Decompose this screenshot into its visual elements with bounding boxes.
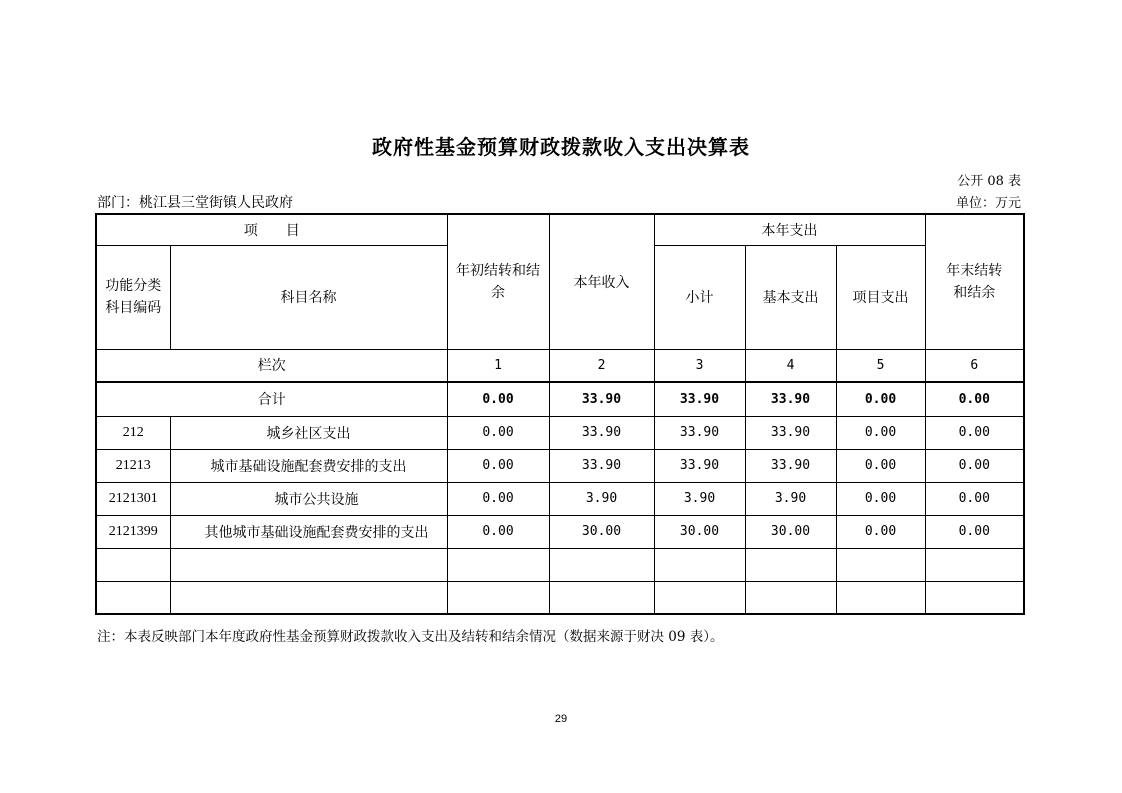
total-value: 0.00 — [447, 382, 549, 416]
row-value: 0.00 — [925, 482, 1024, 515]
row-value: 0.00 — [447, 515, 549, 548]
row-value: 0.00 — [925, 416, 1024, 449]
row-name: 城市基础设施配套费安排的支出 — [170, 449, 447, 482]
total-value: 33.90 — [549, 382, 654, 416]
total-value: 0.00 — [925, 382, 1024, 416]
row-value: 33.90 — [654, 449, 745, 482]
table-row — [96, 515, 1024, 548]
row-value: 0.00 — [836, 515, 925, 548]
table-row — [96, 482, 1024, 515]
column-number-label: 栏次 — [96, 349, 447, 382]
row-value: 3.90 — [549, 482, 654, 515]
column-number: 3 — [654, 349, 745, 382]
row-value: 0.00 — [925, 449, 1024, 482]
row-value: 0.00 — [836, 449, 925, 482]
row-code: 2121399 — [96, 515, 170, 548]
fund-table — [95, 213, 1025, 615]
header-func-code: 功能分类科目编码 — [96, 245, 170, 349]
row-value: 33.90 — [745, 449, 836, 482]
row-value: 0.00 — [447, 449, 549, 482]
row-value: 33.90 — [549, 416, 654, 449]
row-value: 0.00 — [925, 515, 1024, 548]
header-basic: 基本支出 — [745, 245, 836, 349]
row-code: 2121301 — [96, 482, 170, 515]
total-label: 合计 — [96, 382, 447, 416]
row-value: 33.90 — [745, 416, 836, 449]
empty-row — [96, 581, 1024, 614]
page-number: 29 — [554, 713, 568, 725]
row-code: 21213 — [96, 449, 170, 482]
column-number: 2 — [549, 349, 654, 382]
table-row — [96, 416, 1024, 449]
report-title: 政府性基金预算财政拨款收入支出决算表 — [372, 135, 750, 159]
header-expenditure: 本年支出 — [654, 214, 925, 245]
row-name: 城乡社区支出 — [170, 416, 447, 449]
unit-label: 单位：万元 — [955, 196, 1021, 211]
header-subject-name: 科目名称 — [170, 245, 447, 349]
column-number: 5 — [836, 349, 925, 382]
header-item: 项 目 — [96, 214, 447, 245]
row-name: 城市公共设施 — [170, 482, 447, 515]
department-label: 部门：桃江县三堂街镇人民政府 — [97, 195, 293, 211]
footnote: 注：本表反映部门本年度政府性基金预算财政拨款收入支出及结转和结余情况（数据来源于财决 09 表）。 — [97, 629, 724, 645]
total-value: 33.90 — [654, 382, 745, 416]
header-subtotal: 小计 — [654, 245, 745, 349]
total-value: 33.90 — [745, 382, 836, 416]
row-value: 30.00 — [654, 515, 745, 548]
header-project: 项目支出 — [836, 245, 925, 349]
row-value: 33.90 — [549, 449, 654, 482]
column-number: 6 — [925, 349, 1024, 382]
row-value: 3.90 — [745, 482, 836, 515]
header-beginning-balance: 年初结转和结余 — [447, 214, 549, 349]
row-value: 0.00 — [447, 482, 549, 515]
row-value: 3.90 — [654, 482, 745, 515]
column-number: 1 — [447, 349, 549, 382]
row-code: 212 — [96, 416, 170, 449]
form-number: 公开 08 表 — [957, 174, 1021, 189]
column-number: 4 — [745, 349, 836, 382]
header-income: 本年收入 — [549, 214, 654, 349]
header-ending-balance: 年末结转和结余 — [925, 214, 1024, 349]
row-value: 0.00 — [447, 416, 549, 449]
total-value: 0.00 — [836, 382, 925, 416]
row-value: 33.90 — [654, 416, 745, 449]
row-value: 0.00 — [836, 416, 925, 449]
row-name: 其他城市基础设施配套费安排的支出 — [170, 515, 447, 548]
row-value: 30.00 — [549, 515, 654, 548]
table-row — [96, 449, 1024, 482]
row-value: 0.00 — [836, 482, 925, 515]
row-value: 30.00 — [745, 515, 836, 548]
empty-row — [96, 548, 1024, 581]
